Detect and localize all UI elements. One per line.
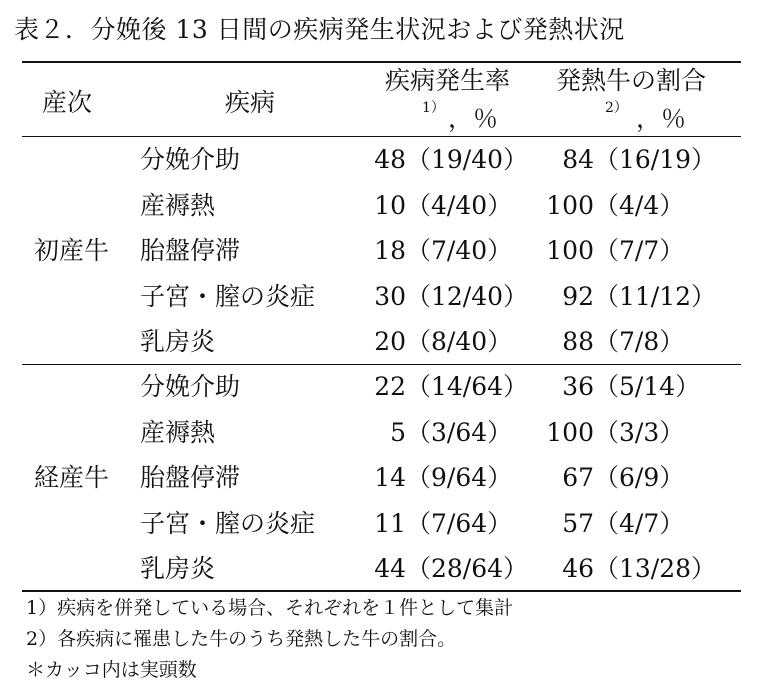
header-incidence: 疾病発生率 [385, 66, 511, 95]
incidence-count: （14/64） [406, 372, 529, 401]
incidence-value: 5 [390, 417, 406, 447]
incidence-count: （12/40） [406, 281, 529, 311]
incidence-count: （8/40） [406, 327, 513, 356]
disease-name: 子宮・膣の炎症 [140, 281, 316, 311]
incidence-value: 30 [374, 281, 406, 311]
incidence-value: 48 [374, 145, 406, 174]
incidence-count: （4/40） [406, 190, 513, 220]
footnote-3: ＊カッコ内は実頭数 [26, 659, 197, 681]
header-parity: 産次 [42, 88, 93, 117]
fever-value: 67 [562, 463, 594, 492]
incidence-value: 22 [374, 372, 406, 401]
header-disease: 疾病 [225, 88, 276, 117]
fever-value: 57 [562, 508, 594, 538]
bottom-rule [22, 590, 741, 592]
fever-count: （13/28） [594, 554, 717, 583]
disease-name: 胎盤停滞 [140, 463, 241, 492]
footnote-1: 1）疾病を併発している場合、それぞれを１件として集計 [26, 597, 514, 619]
fever-count: （16/19） [594, 145, 717, 174]
disease-name: 乳房炎 [140, 554, 216, 583]
fever-value: 100 [546, 417, 594, 447]
header-incidence-unit: ，％ [448, 104, 499, 133]
disease-name: 分娩介助 [140, 145, 241, 174]
incidence-count: （19/40） [406, 145, 529, 174]
fever-value: 92 [562, 281, 594, 311]
parity-label: 経産牛 [34, 463, 110, 492]
fever-count: （4/4） [594, 190, 685, 220]
table-title: 表２．分娩後 13 日間の疾病発生状況および発熱状況 [14, 15, 625, 44]
footnote-2: 2）各疾病に罹患した牛のうち発熱した牛の割合。 [26, 628, 457, 650]
top-rule [22, 61, 741, 63]
incidence-count: （9/64） [406, 463, 513, 492]
fever-value: 88 [562, 327, 594, 356]
incidence-value: 44 [374, 554, 406, 583]
incidence-value: 18 [374, 236, 406, 265]
disease-name: 産褥熱 [140, 190, 216, 220]
fever-count: （3/3） [594, 417, 685, 447]
fever-value: 46 [562, 554, 594, 583]
incidence-value: 10 [374, 190, 406, 220]
fever-value: 100 [546, 190, 594, 220]
fever-count: （6/9） [594, 463, 685, 492]
disease-name: 胎盤停滞 [140, 236, 241, 265]
disease-name: 子宮・膣の炎症 [140, 508, 316, 538]
parity-label: 初産牛 [34, 236, 110, 265]
incidence-count: （3/64） [406, 417, 513, 447]
fever-count: （7/7） [594, 236, 685, 265]
disease-name: 乳房炎 [140, 327, 216, 356]
incidence-value: 11 [374, 508, 406, 538]
fever-count: （11/12） [594, 281, 717, 311]
fever-count: （7/8） [594, 327, 685, 356]
group-divider [22, 364, 741, 365]
fever-value: 36 [562, 372, 594, 401]
header-fever: 発熱牛の割合 [556, 66, 707, 95]
disease-name: 産褥熱 [140, 417, 216, 447]
incidence-value: 20 [374, 327, 406, 356]
incidence-value: 14 [374, 463, 406, 492]
incidence-count: （7/64） [406, 508, 513, 538]
header-fever-note: 2） [605, 100, 628, 116]
fever-count: （4/7） [594, 508, 685, 538]
header-incidence-note: 1） [422, 100, 445, 116]
fever-value: 84 [562, 145, 594, 174]
header-fever-unit: ，％ [636, 104, 687, 133]
header-rule [22, 136, 741, 137]
disease-name: 分娩介助 [140, 372, 241, 401]
fever-value: 100 [546, 236, 594, 265]
incidence-count: （7/40） [406, 236, 513, 265]
fever-count: （5/14） [594, 372, 701, 401]
incidence-count: （28/64） [406, 554, 529, 583]
